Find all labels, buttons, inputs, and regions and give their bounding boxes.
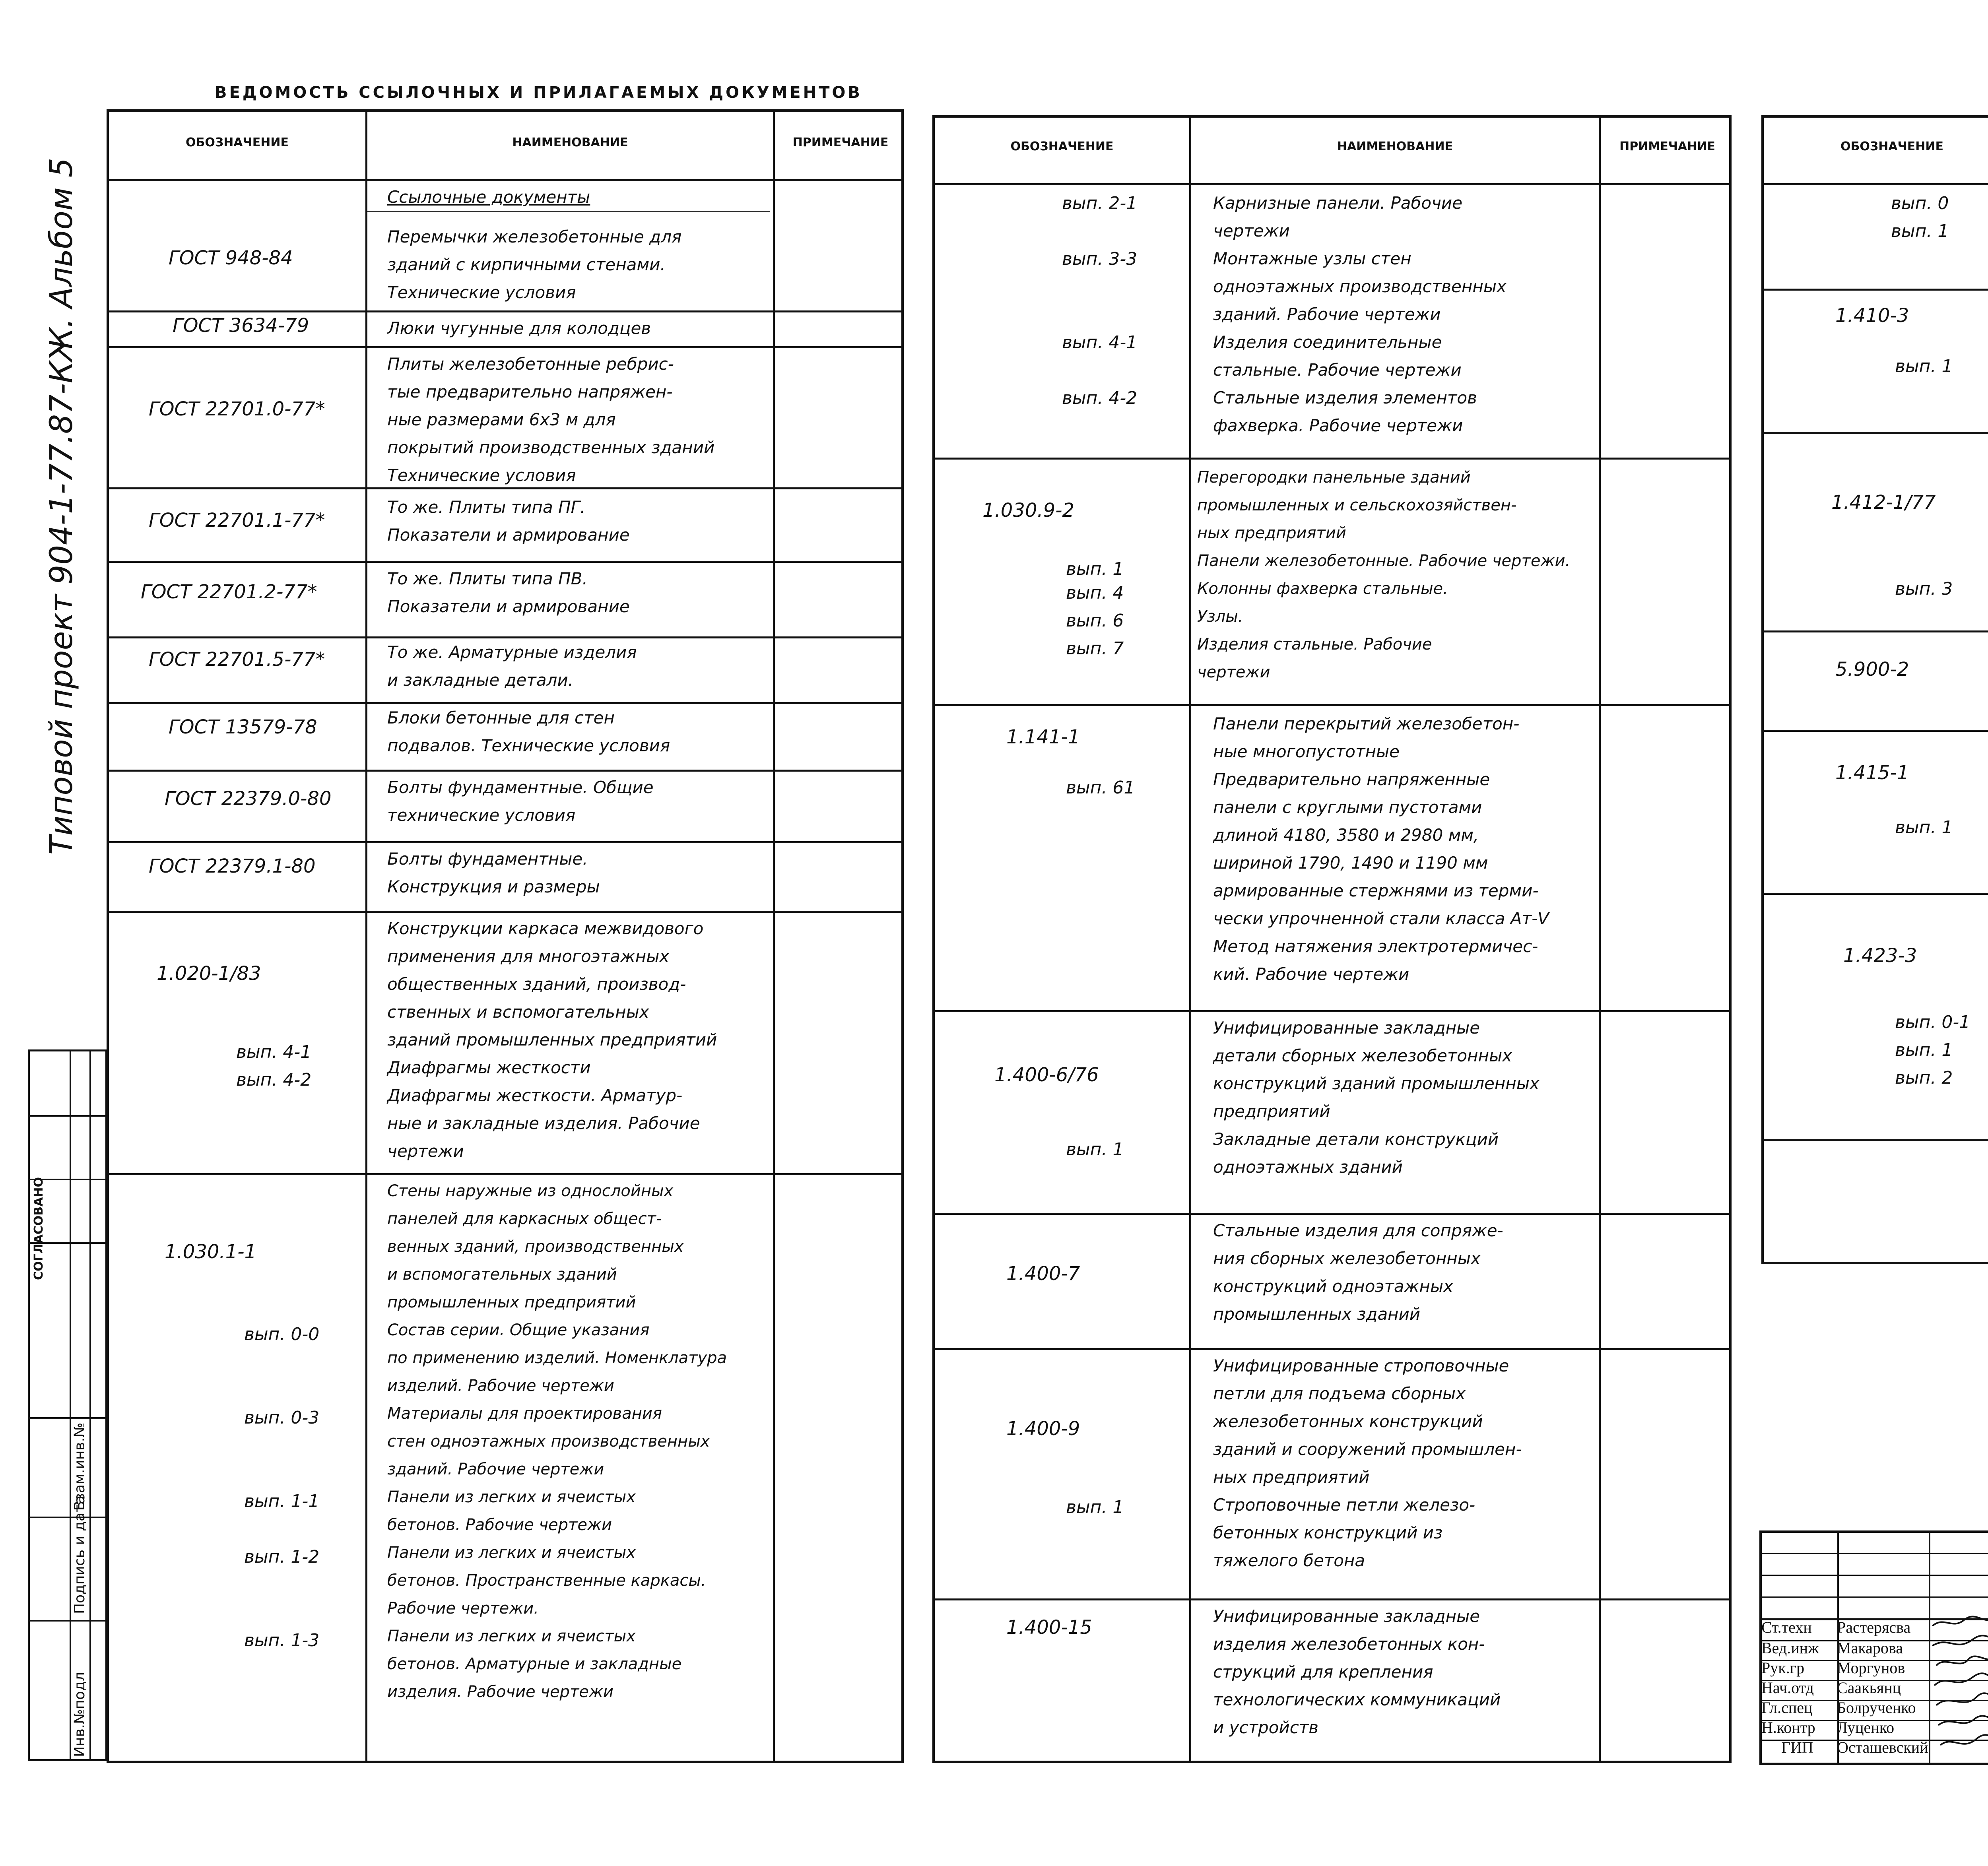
doc-name: То же. Арматурные изделия и закладные детали.	[387, 642, 637, 690]
doc-name: Болты фундаментные. Общие технические условия	[387, 778, 654, 825]
doc-code: 1.400-15	[1006, 1616, 1092, 1639]
staff-name: Болрученко	[1837, 1699, 1916, 1717]
staff-role: Гл.спец	[1761, 1699, 1813, 1717]
staff-name: Саакьянц	[1837, 1679, 1901, 1697]
col-name-header: НАИМЕНОВАНИЕ	[512, 136, 628, 149]
doc-code: 1.400-9	[1006, 1418, 1080, 1440]
staff-name: Моргунов	[1837, 1659, 1905, 1677]
reference-table-1	[107, 109, 904, 1763]
doc-issue: вып. 0	[1891, 193, 1949, 213]
doc-name: Унифицированные строповочные петли для подъема сборных железобетонных конструкций зданий и сооружений промышлен- ных предприятий Строповочные петли железо- бетонных конструкций из тяжелого бетона	[1213, 1356, 1522, 1570]
col-name-header: НАИМЕНОВАНИЕ	[1337, 140, 1453, 153]
doc-name: То же. Плиты типа ПВ. Показатели и армирование	[387, 569, 630, 616]
stamp-label: Подпись и дата	[72, 1495, 88, 1614]
doc-issue: вып. 1-1	[244, 1491, 320, 1511]
doc-name: Перегородки панельные зданий промышленных и сельскохозяйствен- ных предприятий Панели железобетонные. Рабочие чертежи. Колонны фахверка стальные. Узлы. Изделия стальные. Рабочие чертежи	[1197, 468, 1571, 681]
staff-role: ГИП	[1781, 1738, 1813, 1756]
doc-code: ГОСТ 948-84	[169, 247, 293, 269]
doc-issue: вып. 4-2	[1062, 388, 1138, 408]
doc-issue: вып. 1-2	[244, 1547, 320, 1567]
doc-issue: вып. 4-1	[236, 1042, 312, 1062]
staff-name: Луценко	[1837, 1719, 1895, 1736]
doc-issue: вып. 1	[1891, 221, 1949, 241]
col-designation-header: ОБОЗНАЧЕНИЕ	[1010, 140, 1114, 153]
col-note-header: ПРИМЕЧАНИЕ	[792, 136, 889, 149]
doc-name: То же. Плиты типа ПГ. Показатели и армирование	[387, 497, 630, 545]
col-designation-header: ОБОЗНАЧЕНИЕ	[1840, 140, 1943, 153]
doc-issue: вып. 1	[1895, 1040, 1953, 1060]
doc-name: Конструкции каркаса межвидового применения для многоэтажных общественных зданий, производ- ственных и вспомогательных зданий промышленных предприятий Диафрагмы жесткости Диафрагмы жесткости. Арматур- ные и закладные изделия. Рабочие чертежи	[387, 919, 717, 1161]
staff-role: Рук.гр	[1761, 1659, 1805, 1677]
staff-role: Н.контр	[1761, 1719, 1815, 1736]
doc-issue: вып. 2-1	[1062, 193, 1138, 213]
doc-name: Унифицированные закладные изделия железобетонных кон- струкций для крепления технологических коммуникаций и устройств	[1213, 1606, 1501, 1737]
doc-code: ГОСТ 22379.1-80	[149, 855, 316, 877]
staff-name: Растерясва	[1837, 1618, 1911, 1636]
doc-code: 1.141-1	[1006, 726, 1080, 748]
doc-name: Карнизные панели. Рабочие чертежи Монтажные узлы стен одноэтажных производственных зданий. Рабочие чертежи Изделия соединительные стальные. Рабочие чертежи Стальные изделия элементов фахверка. Рабочие чертежи	[1213, 193, 1507, 435]
doc-code: ГОСТ 22701.1-77*	[149, 509, 325, 531]
doc-code: ГОСТ 22701.5-77*	[149, 648, 325, 671]
doc-issue: вып. 3-3	[1062, 249, 1138, 269]
left-stamp	[28, 1049, 107, 1761]
doc-issue: вып. 1	[1895, 817, 1953, 838]
section-title: Ссылочные документы	[387, 187, 590, 207]
doc-issue: вып. 4	[1066, 583, 1124, 603]
doc-issue: вып. 0-1	[1895, 1012, 1971, 1032]
doc-name: Стены наружные из однослойных панелей для каркасных общест- венных зданий, производственных и вспомогательных зданий промышленных предприятий Состав серии. Общие указания по применению изделий. Номенклатура изделий. Рабочие чертежи Материалы для проектирования стен одноэтажных производственных зданий. Рабочие чертежи Панели из легких и ячеистых бетонов. Рабочие чертежи Панели из легких и ячеистых бетонов. Пространственные каркасы. Рабочие чертежи. Панели из легких и ячеистых бетонов. Арматурные и закладные изделия. Рабочие чертежи	[387, 1182, 727, 1701]
stamp-label: Инв.№подл	[72, 1672, 88, 1757]
col-designation-header: ОБОЗНАЧЕНИЕ	[186, 136, 289, 149]
doc-issue: вып. 4-1	[1062, 332, 1138, 353]
signatures	[1928, 1614, 1988, 1761]
doc-code: 5.900-2	[1835, 658, 1909, 681]
doc-code: ГОСТ 22701.0-77*	[149, 398, 325, 420]
col-note-header: ПРИМЕЧАНИЕ	[1619, 140, 1715, 153]
doc-issue: вып. 61	[1066, 778, 1135, 798]
doc-name: Люки чугунные для колодцев	[387, 318, 651, 338]
doc-code: 1.412-1/77	[1831, 491, 1936, 514]
doc-code: 1.400-7	[1006, 1263, 1080, 1285]
doc-issue: вып. 3	[1895, 579, 1953, 599]
doc-name: Перемычки железобетонные для зданий с кирпичными стенами. Технические условия	[387, 227, 682, 302]
staff-role: Вед.инж	[1761, 1639, 1819, 1657]
staff-name: Макарова	[1837, 1639, 1903, 1657]
doc-name: Блоки бетонные для стен подвалов. Технические условия	[387, 708, 670, 755]
agreed-label: СОГЛАСОВАНО	[32, 1177, 46, 1280]
doc-issue: вып. 2	[1895, 1068, 1953, 1088]
doc-name: Унифицированные закладные детали сборных железобетонных конструкций зданий промышленных предприятий Закладные детали конструкций одноэтажных зданий	[1213, 1018, 1540, 1177]
doc-issue: вып. 0-3	[244, 1408, 320, 1428]
doc-code: 1.423-3	[1843, 945, 1917, 967]
doc-issue: вып. 0-0	[244, 1324, 320, 1344]
doc-name: Плиты железобетонные ребрис- тые предварительно напряжен- ные размерами 6х3 м для покрытий производственных зданий Технические условия	[387, 354, 715, 485]
doc-code: ГОСТ 3634-79	[173, 314, 309, 337]
doc-code: ГОСТ 22379.0-80	[165, 788, 332, 810]
doc-code: ГОСТ 22701.2-77*	[141, 581, 317, 603]
doc-code: 1.415-1	[1835, 762, 1909, 784]
doc-issue: вып. 1	[1895, 356, 1953, 376]
stamp-label: Взам.инв.№	[72, 1422, 88, 1511]
doc-code: ГОСТ 13579-78	[169, 716, 317, 738]
doc-code: 1.410-3	[1835, 305, 1909, 327]
doc-issue: вып. 6	[1066, 611, 1124, 631]
doc-issue: вып. 1	[1066, 1139, 1124, 1160]
doc-code: 1.020-1/83	[157, 962, 261, 985]
doc-issue: вып. 4-2	[236, 1070, 312, 1090]
doc-name: Панели перекрытий железобетон- ные многопустотные Предварительно напряженные панели с круглыми пустотами длиной 4180, 3580 и 2980 мм, шириной 1790, 1490 и 1190 мм армированные стержнями из терми- чески упрочненной стали класса Ат-V Метод натяжения электротермичес- кий. Рабочие чертежи	[1213, 714, 1549, 984]
doc-issue: вып. 1-3	[244, 1630, 320, 1651]
side-label: Типовой проект 904-1-77.87-КЖ. Альбом 5	[44, 157, 80, 855]
doc-issue: вып. 1	[1066, 1497, 1124, 1517]
staff-role: Ст.техн	[1761, 1618, 1812, 1636]
reference-table-2	[932, 115, 1732, 1763]
doc-code: 1.030.1-1	[165, 1241, 257, 1263]
staff-name: Осташевский	[1837, 1738, 1928, 1756]
doc-name: Болты фундаментные. Конструкция и размеры	[387, 849, 600, 896]
doc-code: 1.400-6/76	[994, 1064, 1099, 1086]
doc-issue: вып. 7	[1066, 638, 1124, 659]
reference-table-3	[1761, 115, 1988, 1264]
doc-code: 1.030.9-2	[982, 499, 1075, 522]
page-title: ВЕДОМОСТЬ ССЫЛОЧНЫХ И ПРИЛАГАЕМЫХ ДОКУМЕНТОВ	[215, 83, 862, 102]
staff-role: Нач.отд	[1761, 1679, 1814, 1697]
doc-issue: вып. 1	[1066, 559, 1124, 579]
doc-name: Стальные изделия для сопряже- ния сборных железобетонных конструкций одноэтажных промышленных зданий	[1213, 1221, 1503, 1324]
